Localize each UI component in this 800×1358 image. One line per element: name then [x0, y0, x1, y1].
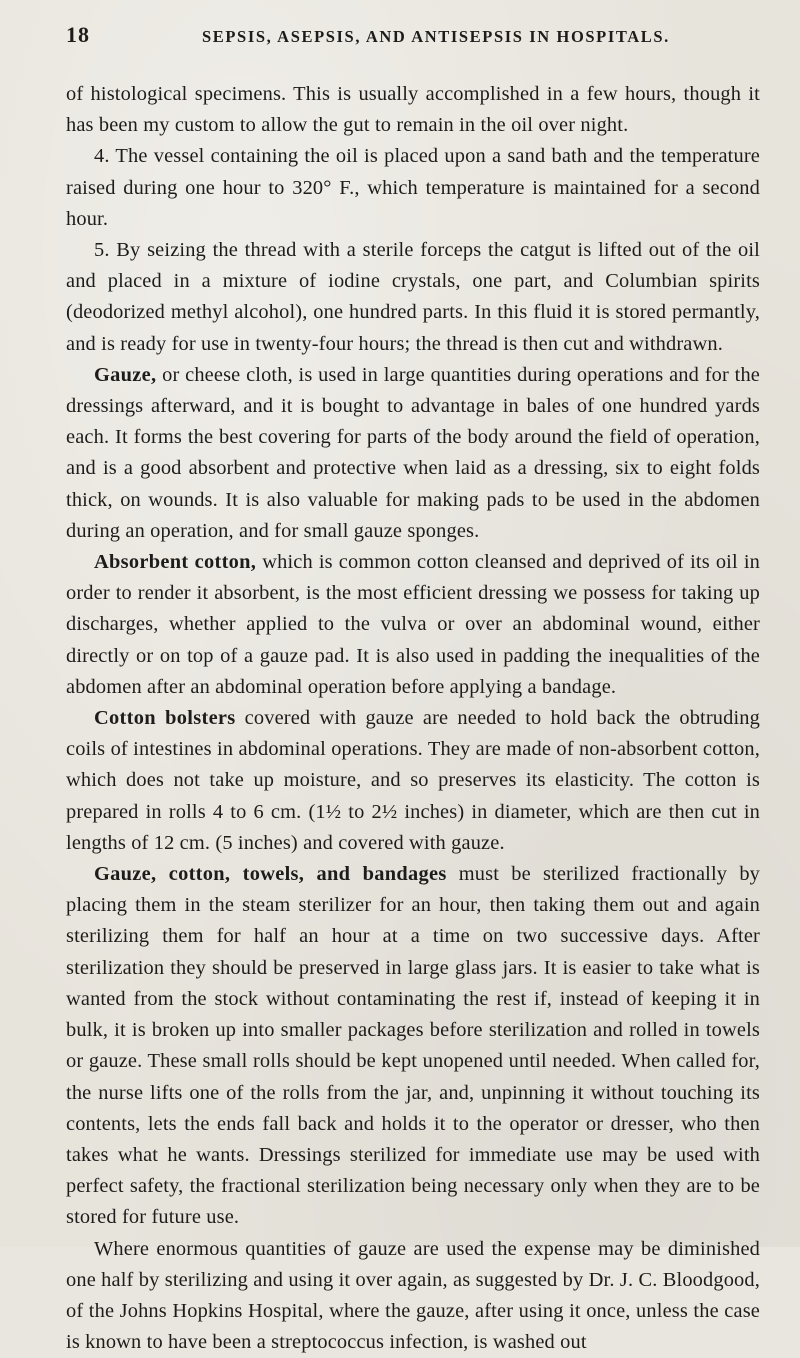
page-number: 18	[66, 22, 90, 47]
paragraph-gauze-reuse	[66, 1234, 760, 1358]
paragraph-term: Absorbent cotton,	[94, 551, 257, 574]
running-head	[66, 22, 760, 66]
paragraph-gauze	[66, 360, 760, 547]
paragraph-term: Gauze,	[94, 363, 157, 386]
paragraph-text: 4. The vessel containing the oil is placed upon a sand bath and the temperature raised during one hour to 320° F., which temperature is maintained for a second hour.	[66, 145, 760, 230]
paragraph-text: of histological specimens. This is usually accomplished in a few hours, though it has been my custom to allow the gut to remain in the oil over night.	[66, 83, 760, 137]
paragraph-text: Where enormous quantities of gauze are used the expense may be diminished one half by sterilizing and using it over again, as suggested by Dr. J. C. Bloodgood, of the Johns Hopkins Hospital, where the gauze, after using it once, unless the case is known to have been a streptococcus infection, is washed out	[66, 1237, 760, 1354]
paragraph-text: or cheese cloth, is used in large quantities during operations and for the dressings afterward, and it is bought to advantage in bales of one hundred yards each. It forms the best covering for parts of the body around the field of operation, and is a good absorbent and protective when laid as a dressing, six to eight folds thick, on wounds. It is also valuable for making pads to be used in the abdomen during an operation, and for small gauze sponges.	[66, 363, 760, 542]
paragraph-continuation	[66, 79, 760, 141]
paragraph-term: Cotton bolsters	[94, 707, 236, 730]
paragraph-step-4	[66, 141, 760, 235]
paragraph-cotton-bolsters	[66, 703, 760, 859]
paragraph-absorbent-cotton	[66, 547, 760, 703]
paragraph-text: 5. By seizing the thread with a sterile forceps the catgut is lifted out of the oil and placed in a mixture of iodine crystals, one part, and Columbian spirits (deodorized methyl alcohol), one hundred parts. In this fluid it is stored permantly, and is ready for use in twenty-four hours; the thread is then cut and withdrawn.	[66, 239, 760, 355]
paragraph-text: covered with gauze are needed to hold back the obtruding coils of intestines in abdominal operations. They are made of non-absorbent cotton, which does not take up moisture, and so preserves its elasticity. The cotton is prepared in rolls 4 to 6 cm. (1½ to 2½ inches) in diameter, which are then cut in lengths of 12 cm. (5 inches) and covered with gauze.	[66, 707, 760, 854]
paragraph-text: must be sterilized fractionally by placing them in the steam sterilizer for an hour, then taking them out and again sterilizing them for half an hour at a time on two successive days. After sterilization they should be preserved in large glass jars. It is easier to take what is wanted from the stock without contaminating the rest if, instead of keeping it in bulk, it is broken up into smaller packages before sterilization and rolled in towels or gauze. These small rolls should be kept unopened until needed. When called for, the nurse lifts one of the rolls from the jar, and, unpinning it without touching its contents, lets the ends fall back and holds it to the operator or dresser, who then takes what he wants. Dressings sterilized for immediate use may be used with perfect safety, the fractional sterilization being necessary only when they are to be stored for future use.	[66, 863, 761, 1229]
paragraph-step-5	[66, 235, 760, 360]
body-text	[66, 79, 760, 1358]
paragraph-term: Gauze, cotton, towels, and bandages	[94, 863, 447, 886]
running-title: SEPSIS, ASEPSIS, AND ANTISEPSIS IN HOSPITALS.	[202, 27, 670, 46]
paragraph-text: which is common cotton cleansed and deprived of its oil in order to render it absorbent, is the most efficient dressing we possess for taking up discharges, whether applied to the vulva or over an abdominal wound, either directly or on top of a gauze pad. It is also used in padding the inequalities of the abdomen after an abdominal operation before applying a bandage.	[66, 551, 760, 698]
paragraph-sterilization	[66, 859, 760, 1233]
